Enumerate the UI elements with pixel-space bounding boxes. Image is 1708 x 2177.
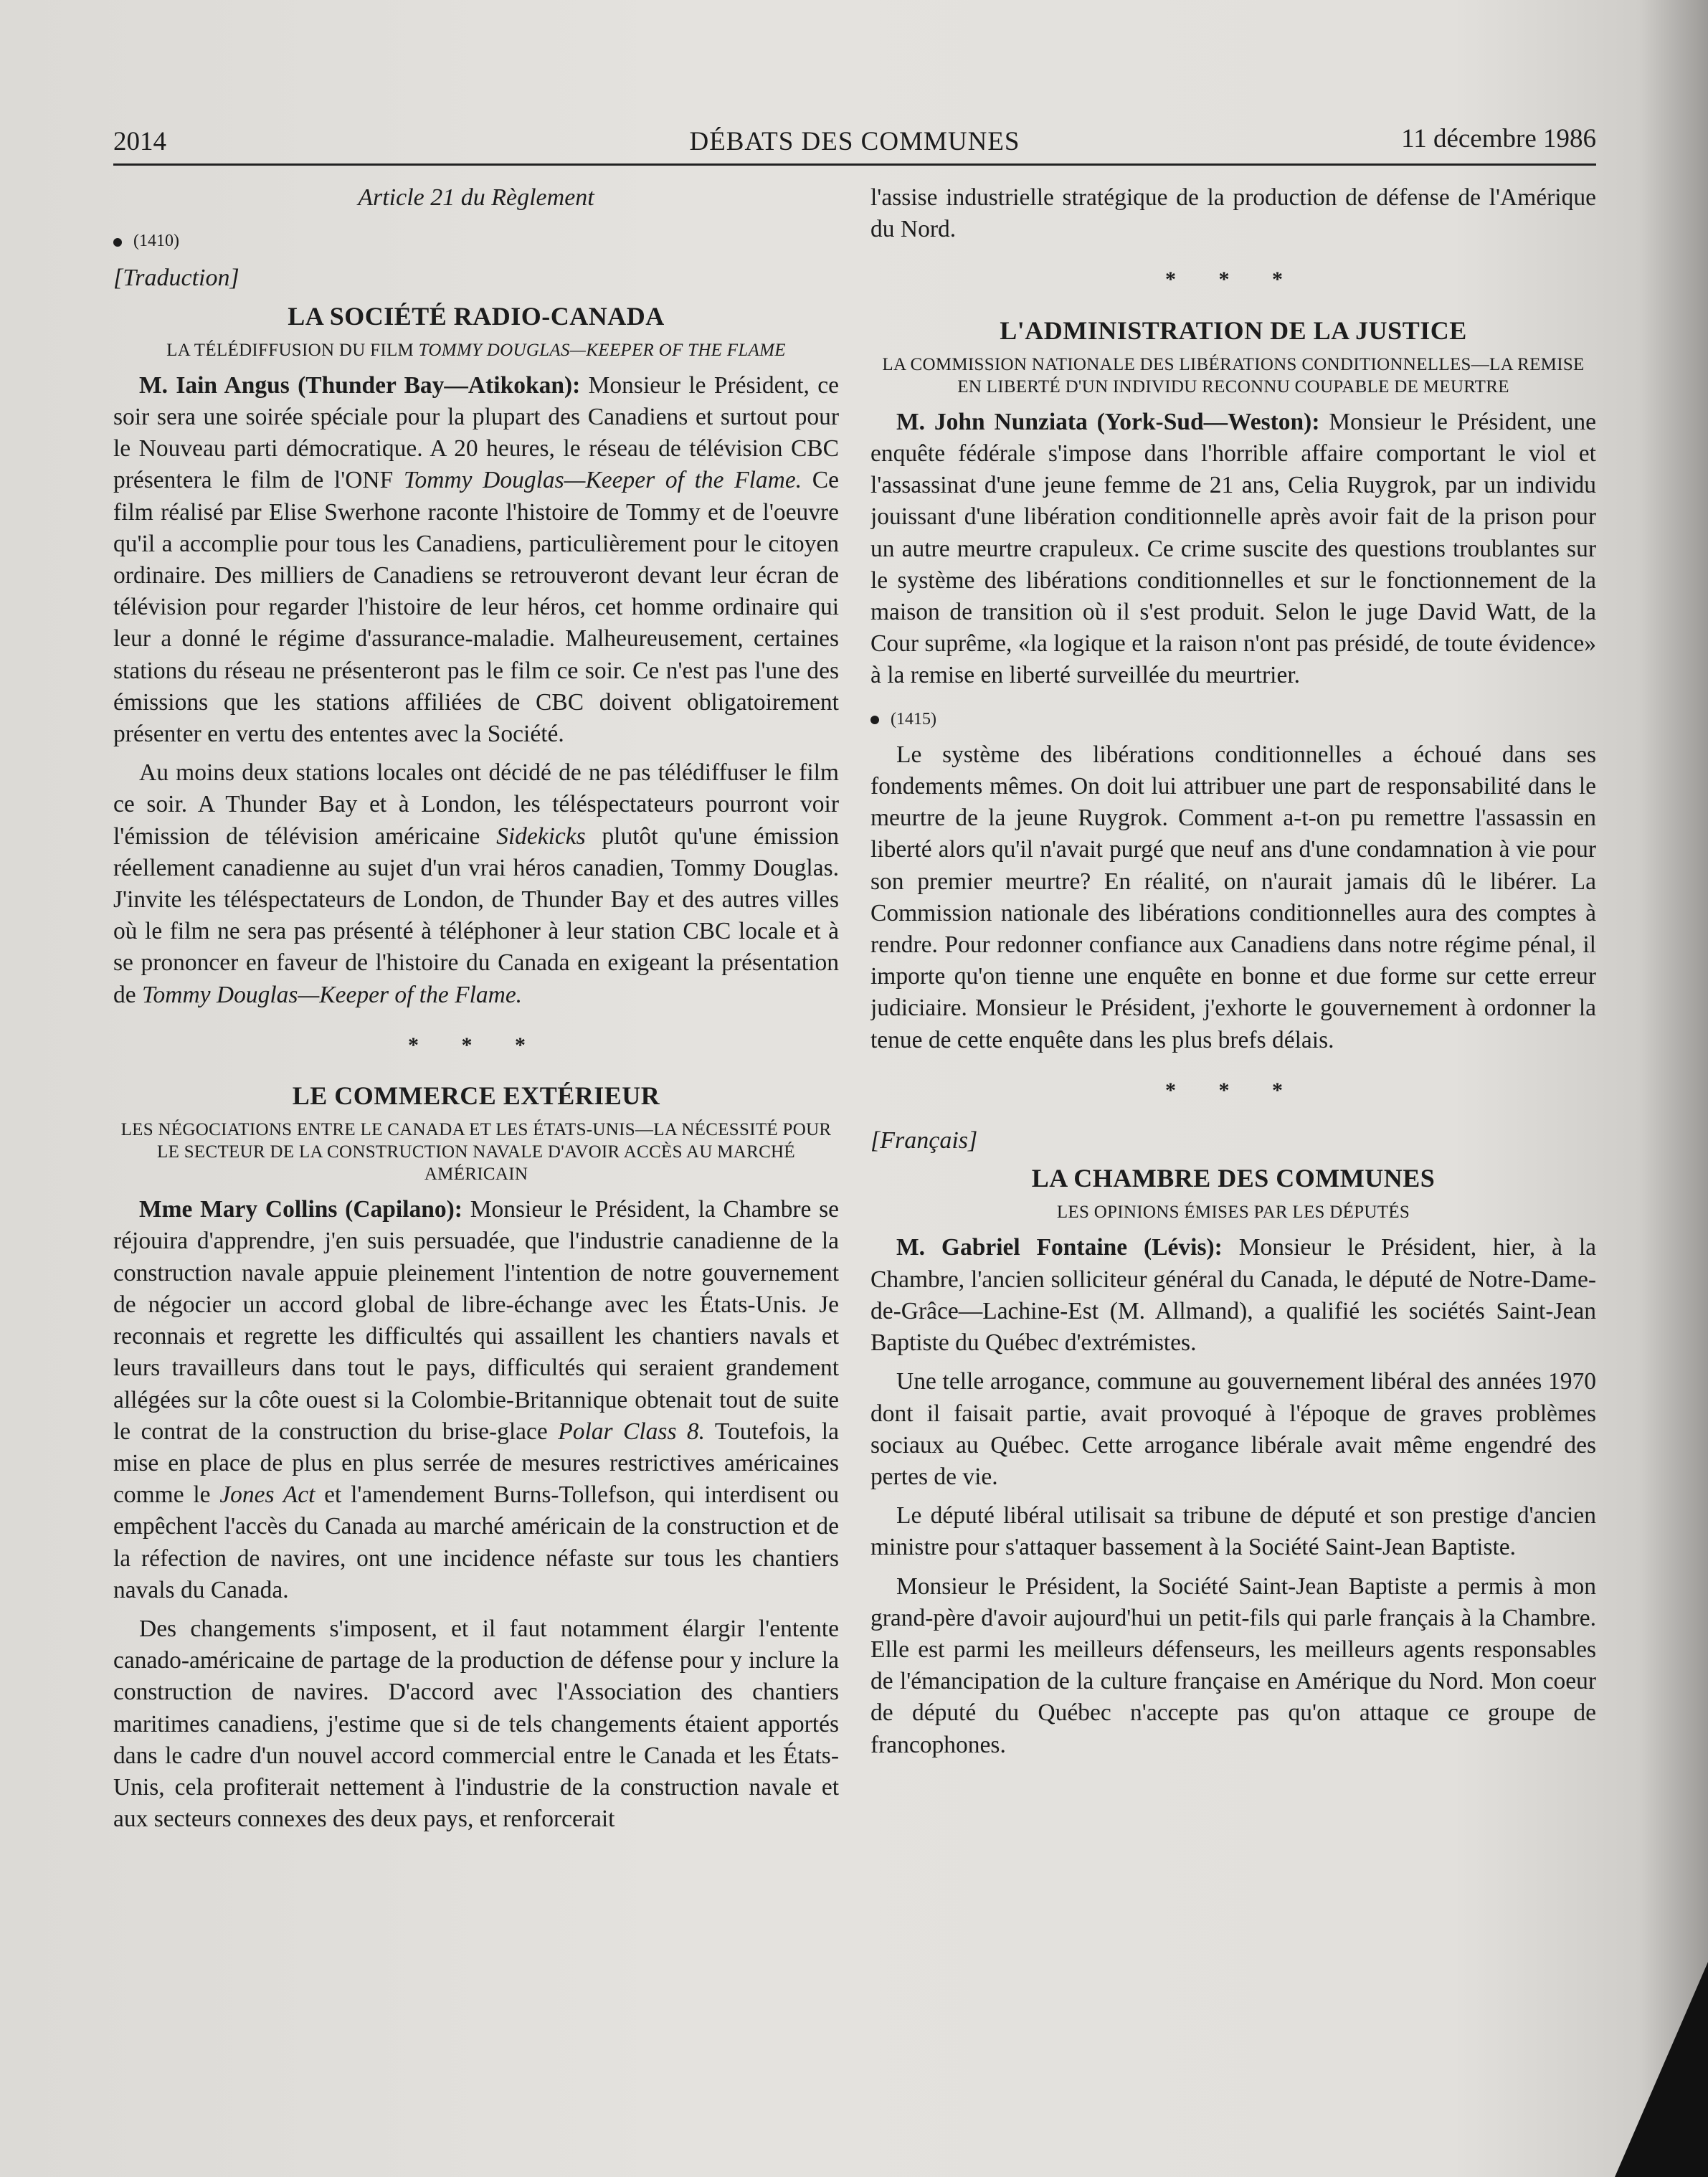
ship-name: Polar Class 8.	[558, 1418, 706, 1445]
language-tag: [Traduction]	[113, 265, 239, 292]
paragraph: Des changements s'imposent, et il faut notamment élargir l'entente canado-américaine de partage de la production de défense pour y inclure la construction de navires. D'accord avec l'Association des chantiers maritimes canadiens, j'estime que si de tels changements étaient apportés dans le cadre d'un nouvel accord commercial entre le Canada et les États-Unis, cela profiterait nettement à l'industrie de la construction navale et aux secteurs connexes des deux pays, et renforcerait	[113, 1615, 839, 1833]
time-marker	[870, 703, 1596, 735]
running-header	[113, 123, 1596, 166]
bullet-icon	[113, 238, 122, 247]
paragraph	[113, 1194, 839, 1606]
speaker-name: M. Gabriel Fontaine (Lévis):	[896, 1234, 1223, 1261]
section-subtitle	[113, 339, 839, 361]
paragraph-text: Au moins deux stations locales ont décidé de ne pas télédiffuser le film ce soir. A Thunder Bay et à London, les téléspectateurs pourront voir l'émission de télévision américaine	[113, 759, 839, 850]
paragraph: Le système des libérations conditionnelles a échoué dans ses fondements mêmes. On doit lui attribuer une part de responsabilité dans le meurtre de la jeune Ruygrok. Comment a-t-on pu remettre l'assassin en liberté alors qu'il n'avait purgé que neuf ans d'une condamnation à vie pour son premier meurtre? En réalité, on n'aurait jamais dû le libérer. La Commission nationale des libérations conditionnelles aura des comptes à rendre. Pour redonner confiance aux Canadiens dans notre régime pénal, il importe qu'on tienne une enquête en bonne et due forme sur cette erreur judiciaire. Monsieur le Président, j'exhorte le gouvernement à ordonner la tenue de cette enquête dans les plus brefs délais.	[870, 741, 1596, 1053]
section-subtitle-text: LA TÉLÉDIFFUSION DU FILM	[166, 340, 419, 360]
section-title: LE COMMERCE EXTÉRIEUR	[292, 1081, 660, 1111]
section-title: L'ADMINISTRATION DE LA JUSTICE	[1000, 316, 1467, 345]
right-column	[870, 182, 1596, 2104]
paragraph-text: Monsieur le Président, une enquête fédérale s'impose dans l'horrible affaire comportant le viol et l'assassinat d'une jeune femme de 21 ans, Celia Ruygrok, par un individu jouissant d'une libération conditionnelle après avoir fait de la prison pour un autre meurtre crapuleux. Ce crime suscite des questions troublantes sur le système des libérations conditionnelles et sur le fonctionnement de la maison de transition où il s'est produit. Selon le juge David Watt, de la Cour suprême, «la logique et la raison n'ont pas présidé, de toute évidence» à la remise en liberté surveillée du meurtrier.	[870, 408, 1596, 689]
film-title: Tommy Douglas—Keeper of the Flame.	[142, 981, 523, 1008]
bullet-icon	[870, 716, 879, 724]
section-subtitle: LA COMMISSION NATIONALE DES LIBÉRATIONS CONDITIONNELLES—LA REMISE EN LIBERTÉ D'UN INDIVIDU RECONNU COUPABLE DE MEURTRE	[882, 354, 1585, 397]
section-separator: * * *	[1165, 1078, 1301, 1102]
paragraph-text: Monsieur le Président, la Chambre se réjouira d'apprendre, j'en suis persuadée, que l'industrie canadienne de la construction navale appuie pleinement l'intention de notre gouvernement de négocier un accord global de libre-échange avec les États-Unis. Je reconnais et regrette les difficultés qui assaillent les chantiers navals et leurs travailleurs dans tout le pays, difficultés qui seraient grandement allégées sur la côte ouest si la Colombie-Britannique obtenait tout de suite le contrat de la construction du brise-glace	[113, 1196, 839, 1445]
paragraph-text: Toutefois, la mise en place de plus en plus serrée de mesures restrictives américaines comme le	[113, 1418, 839, 1509]
section-subtitle: LES NÉGOCIATIONS ENTRE LE CANADA ET LES ÉTATS-UNIS—LA NÉCESSITÉ POUR LE SECTEUR DE LA CONSTRUCTION NAVALE D'AVOIR ACCÈS AU MARCHÉ AMÉRICAIN	[120, 1120, 832, 1185]
paragraph-text: Ce film réalisé par Elise Swerhone raconte l'histoire de Tommy et de l'oeuvre qu'il a accomplie pour tous les Canadiens, particulièrement pour le citoyen ordinaire. Des milliers de Canadiens se retrouveront devant leur écran de télévision pour regarder l'histoire de leur héros, cet homme ordinaire qui leur a donné le régime d'assurance-maladie. Malheureusement, certaines stations du réseau ne présenteront pas le film ce soir. Ce n'est pas l'une des émissions que les stations affiliées de CBC doivent obligatoirement présenter en vertu des ententes avec la Société.	[113, 467, 839, 748]
left-column	[113, 182, 839, 2104]
film-title: TOMMY DOUGLAS—KEEPER OF THE FLAME	[418, 340, 786, 360]
journal-title: DÉBATS DES COMMUNES	[689, 127, 1020, 156]
section-separator: * * *	[1165, 267, 1301, 292]
paragraph-text: Monsieur le Président, ce soir sera une soirée spéciale pour la plupart des Canadiens et surtout pour le Nouveau parti démocratique. A 20 heures, le réseau de télévision CBC présentera le film de l'ONF	[113, 371, 839, 494]
paragraph-text: plutôt qu'une émission réellement canadienne au sujet d'un vrai héros canadien, Tommy Douglas. J'invite les téléspectateurs de London, de Thunder Bay et des autres villes où le film ne sera pas présenté à téléphoner à leur station CBC locale et à se prononcer en faveur de l'histoire du Canada en exigeant la présentation de	[113, 822, 839, 1008]
paragraph-text: Monsieur le Président, hier, à la Chambre, l'ancien solliciteur général du Canada, le député de Notre-Dame-de-Grâce—Lachine-Est (M. Allmand), a qualifié les sociétés Saint-Jean Baptiste du Québec d'extrémistes.	[870, 1234, 1596, 1357]
page-number: 2014	[113, 127, 166, 156]
section-title: LA CHAMBRE DES COMMUNES	[1031, 1164, 1436, 1193]
speaker-name: Mme Mary Collins (Capilano):	[139, 1196, 462, 1223]
section-title: LA SOCIÉTÉ RADIO-CANADA	[288, 301, 665, 331]
paragraph: Monsieur le Président, la Société Saint-Jean Baptiste a permis à mon grand-père d'avoir aujourd'hui un petit-fils qui parle français à la Chambre. Elle est parmi les meilleurs défenseurs, les meilleurs agents responsables de l'émancipation de la culture française en Amérique du Nord. Mon coeur de député du Québec n'accepte pas qu'on attaque ce groupe de francophones.	[870, 1573, 1596, 1758]
show-title: Sidekicks	[496, 822, 586, 850]
page-corner-shadow	[1615, 1962, 1708, 2177]
section-separator: * * *	[408, 1033, 544, 1057]
paragraph: Le député libéral utilisait sa tribune de député et son prestige d'ancien ministre pour s'attaquer bassement à la Société Saint-Jean Baptiste.	[870, 1502, 1596, 1561]
paragraph	[113, 370, 839, 750]
act-name: Jones Act	[219, 1481, 315, 1509]
section-subtitle: LES OPINIONS ÉMISES PAR LES DÉPUTÉS	[1056, 1203, 1410, 1223]
speaker-name: M. Iain Angus (Thunder Bay—Atikokan):	[139, 371, 581, 399]
paragraph	[870, 1232, 1596, 1359]
time-marker-text: (1415)	[891, 709, 936, 729]
header-date: 11 décembre 1986	[1401, 124, 1596, 153]
film-title: Tommy Douglas—Keeper of the Flame.	[403, 467, 802, 494]
paragraph-text: et l'amendement Burns-Tollefson, qui interdisent ou empêchent l'accès du Canada au marché américain de la construction et de la réfection de navires, ont une incidence néfaste sur tous les chantiers navals du Canada.	[113, 1481, 839, 1603]
paragraph: Une telle arrogance, commune au gouvernement libéral des années 1970 dont il faisait partie, avait provoqué à l'époque de graves problèmes sociaux au Québec. Cette arrogance libérale avait même engendré des pertes de vie.	[870, 1368, 1596, 1490]
speaker-name: M. John Nunziata (York-Sud—Weston):	[896, 408, 1320, 435]
paragraph	[113, 757, 839, 1011]
paragraph: l'assise industrielle stratégique de la production de défense de l'Amérique du Nord.	[870, 184, 1596, 243]
time-marker	[113, 225, 839, 257]
paragraph	[870, 407, 1596, 692]
language-tag: [Français]	[870, 1127, 978, 1154]
time-marker-text: (1410)	[133, 232, 179, 251]
standing-order-heading: Article 21 du Règlement	[358, 184, 594, 211]
